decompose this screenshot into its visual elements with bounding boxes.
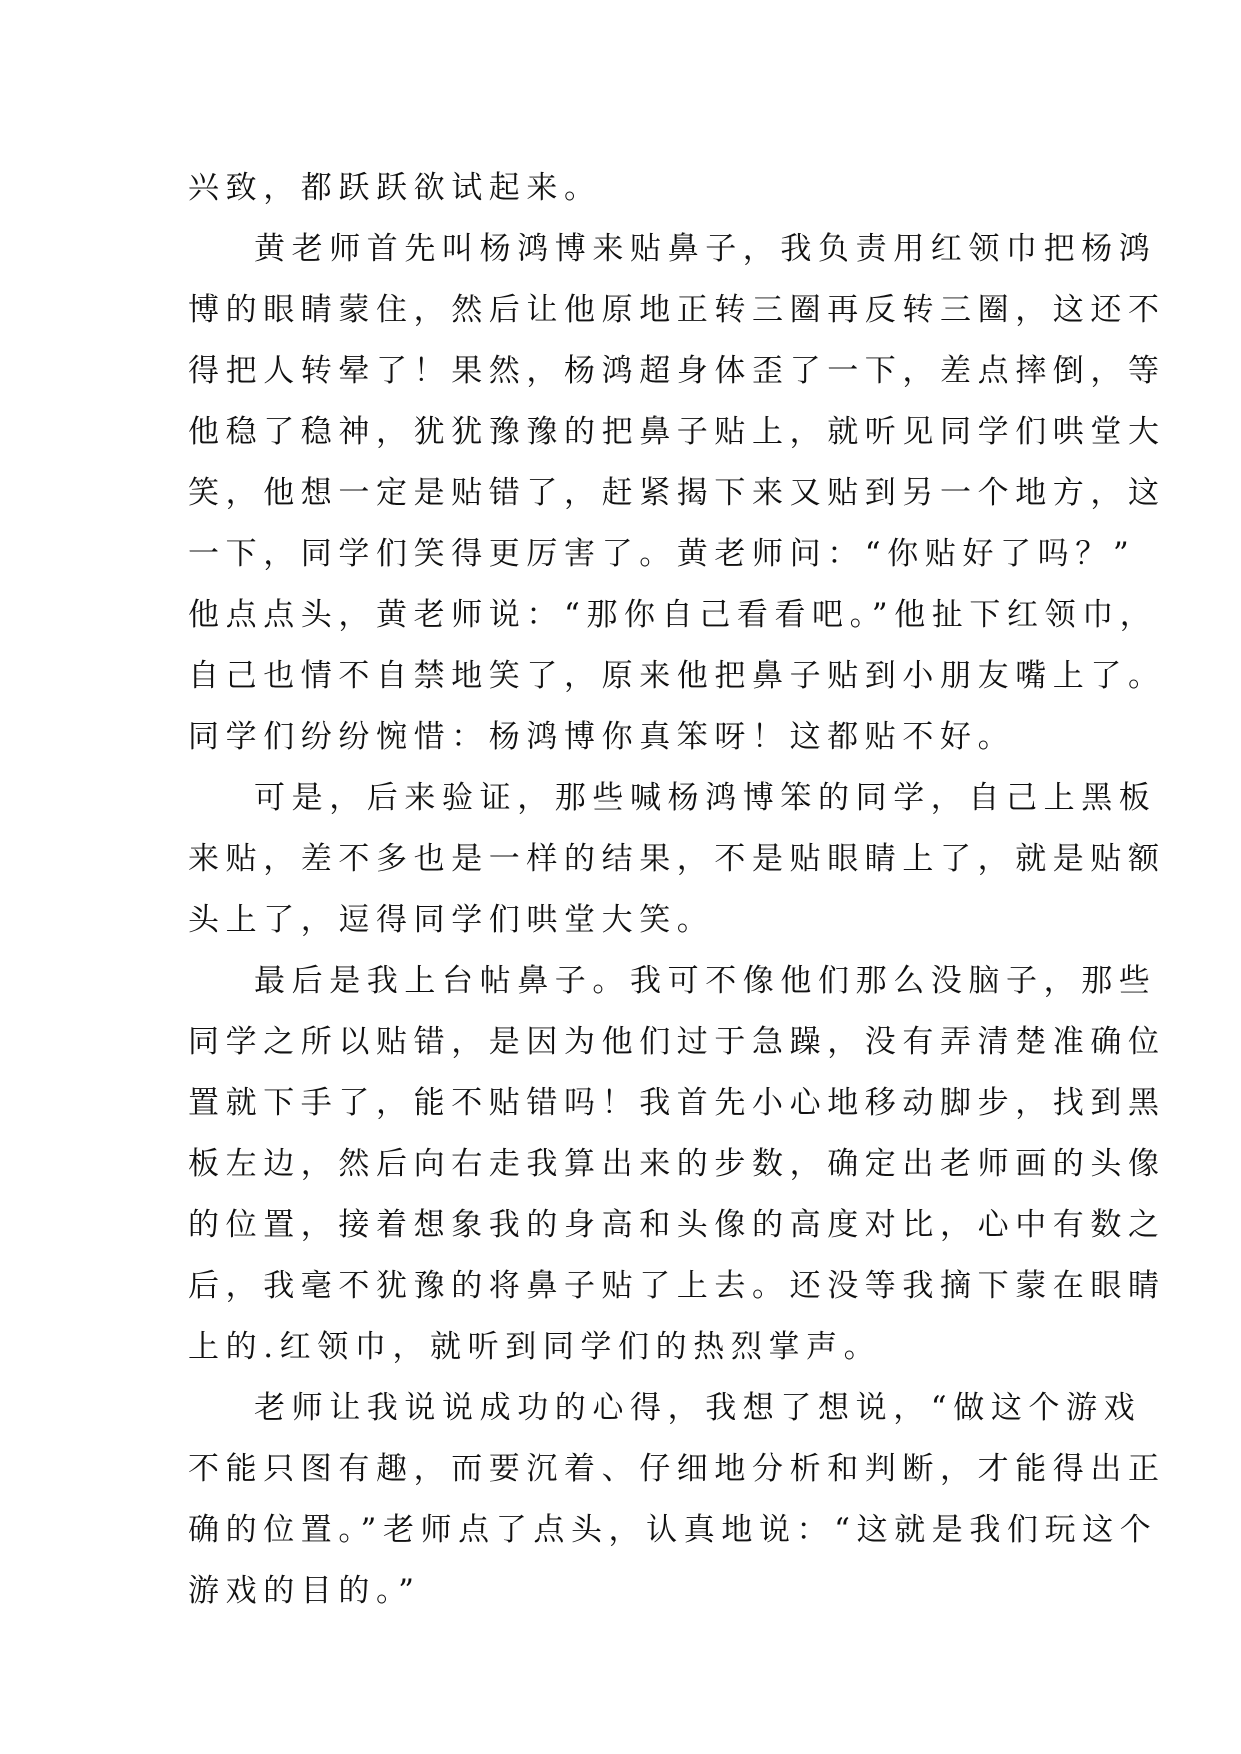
- text-line: 他点点头，黄老师说：“那你自己看看吧。”他扯下红领巾，: [188, 597, 1158, 633]
- paragraph-first-line: 最后是我上台帖鼻子。我可不像他们那么没脑子，那些: [254, 963, 1157, 999]
- paragraph-first-line: 老师让我说说成功的心得，我想了想说，“做这个游戏: [254, 1390, 1142, 1426]
- text-line: 确的位置。”老师点了点头，认真地说：“这就是我们玩这个: [188, 1512, 1158, 1548]
- text-line: 博的眼睛蒙住，然后让他原地正转三圈再反转三圈，这还不: [188, 292, 1166, 328]
- text-line: 来贴，差不多也是一样的结果，不是贴眼睛上了，就是贴额: [188, 841, 1166, 877]
- text-line: 的位置，接着想象我的身高和头像的高度对比，心中有数之: [188, 1207, 1166, 1243]
- paragraph-first-line: 黄老师首先叫杨鸿博来贴鼻子，我负责用红领巾把杨鸿: [254, 231, 1157, 267]
- text-line: 不能只图有趣，而要沉着、仔细地分析和判断，才能得出正: [188, 1451, 1166, 1487]
- text-line: 自己也情不自禁地笑了，原来他把鼻子贴到小朋友嘴上了。: [188, 658, 1166, 694]
- essay-body: [188, 158, 1166, 1622]
- text-line: 后，我毫不犹豫的将鼻子贴了上去。还没等我摘下蒙在眼睛: [188, 1268, 1166, 1304]
- paragraph-first-line: 可是，后来验证，那些喊杨鸿博笨的同学，自己上黑板: [254, 780, 1157, 816]
- text-line: 兴致，都跃跃欲试起来。: [188, 170, 602, 206]
- text-line: 上的.红领巾，就听到同学们的热烈掌声。: [188, 1329, 882, 1365]
- text-line: 头上了，逗得同学们哄堂大笑。: [188, 902, 715, 938]
- text-line: 游戏的目的。”: [188, 1573, 421, 1609]
- text-line: 笑，他想一定是贴错了，赶紧揭下来又贴到另一个地方，这: [188, 475, 1166, 511]
- text-line: 同学之所以贴错，是因为他们过于急躁，没有弄清楚准确位: [188, 1024, 1166, 1060]
- text-line: 一下，同学们笑得更厉害了。黄老师问：“你贴好了吗？”: [188, 536, 1136, 572]
- text-line: 板左边，然后向右走我算出来的步数，确定出老师画的头像: [188, 1146, 1166, 1182]
- text-line: 同学们纷纷惋惜：杨鸿博你真笨呀！这都贴不好。: [188, 719, 1016, 755]
- text-line: 置就下手了，能不贴错吗！我首先小心地移动脚步，找到黑: [188, 1085, 1166, 1121]
- text-line: 他稳了稳神，犹犹豫豫的把鼻子贴上，就听见同学们哄堂大: [188, 414, 1166, 450]
- text-line: 得把人转晕了！果然，杨鸿超身体歪了一下，差点摔倒，等: [188, 353, 1166, 389]
